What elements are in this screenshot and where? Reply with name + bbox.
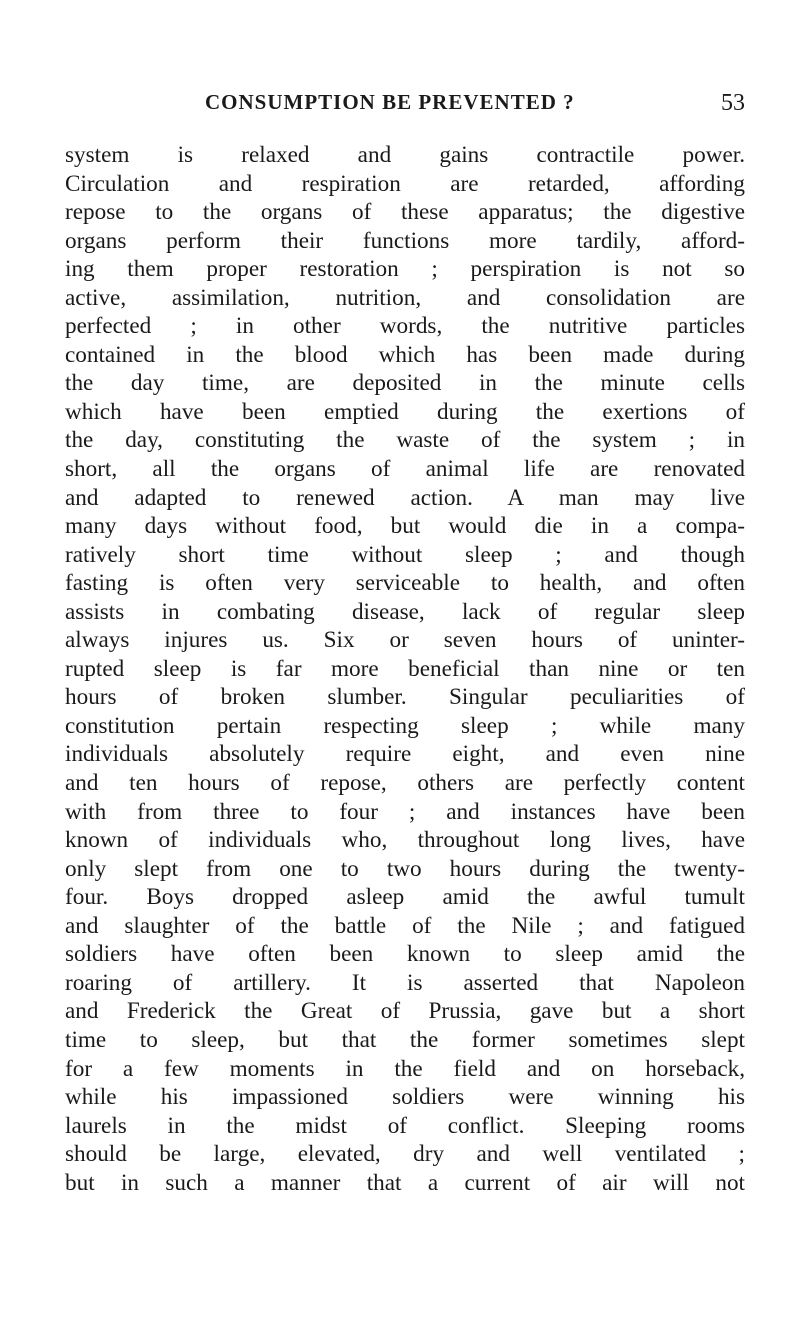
text-line: four. Boys dropped asleep amid the awful tumult — [65, 884, 745, 911]
text-line: and Frederick the Great of Prussia, gave but a short — [65, 998, 745, 1025]
text-line: perfected ; in other words, the nutritive particles — [65, 313, 745, 340]
text-line: hours of broken slumber. Singular peculiarities of — [65, 684, 745, 711]
text-line: and adapted to renewed action. A man may live — [65, 484, 745, 511]
text-line: rupted sleep is far more beneficial than nine or ten — [65, 655, 745, 682]
text-line: should be large, elevated, dry and well ventilated ; — [65, 1141, 745, 1168]
text-line: short, all the organs of animal life are renovated — [65, 456, 745, 483]
text-line: while his impassioned soldiers were winning his — [65, 1084, 745, 1111]
running-head — [65, 90, 745, 120]
text-line: soldiers have often been known to sleep amid the — [65, 941, 745, 968]
text-line: many days without food, but would die in a compa- — [65, 513, 745, 540]
text-line: only slept from one to two hours during the twenty- — [65, 855, 745, 882]
text-line: but in such a manner that a current of air will not — [65, 1169, 745, 1196]
text-line: and slaughter of the battle of the Nile ; and fatigued — [65, 912, 745, 939]
text-line: Circulation and respiration are retarded, affording — [65, 170, 745, 197]
text-line: organs perform their functions more tardily, afford- — [65, 227, 745, 254]
text-line: which have been emptied during the exertions of — [65, 398, 745, 425]
text-line: roaring of artillery. It is asserted that Napoleon — [65, 969, 745, 996]
text-line: the day time, are deposited in the minute cells — [65, 370, 745, 397]
text-line: assists in combating disease, lack of regular sleep — [65, 598, 745, 625]
page-number: 53 — [721, 90, 745, 116]
text-line: always injures us. Six or seven hours of uninter- — [65, 627, 745, 654]
text-line: ing them proper restoration ; perspiration is not so — [65, 256, 745, 283]
text-line: the day, constituting the waste of the system ; in — [65, 427, 745, 454]
text-line: for a few moments in the field and on horseback, — [65, 1055, 745, 1082]
text-line: constitution pertain respecting sleep ; while many — [65, 712, 745, 739]
text-line: active, assimilation, nutrition, and consolidation are — [65, 284, 745, 311]
text-line: time to sleep, but that the former sometimes slept — [65, 1026, 745, 1053]
text-line: laurels in the midst of conflict. Sleeping rooms — [65, 1112, 745, 1139]
text-line: ratively short time without sleep ; and though — [65, 541, 745, 568]
text-line: system is relaxed and gains contractile power. — [65, 142, 745, 168]
text-line: individuals absolutely require eight, and even nine — [65, 741, 745, 768]
text-line: repose to the organs of these apparatus; the digestive — [65, 199, 745, 226]
text-line: and ten hours of repose, others are perfectly content — [65, 770, 745, 797]
text-line: fasting is often very serviceable to health, and often — [65, 570, 745, 597]
text-line: contained in the blood which has been made during — [65, 341, 745, 368]
text-line: with from three to four ; and instances have been — [65, 798, 745, 825]
text-line: known of individuals who, throughout long lives, have — [65, 827, 745, 854]
body-text — [65, 141, 745, 1197]
running-title: CONSUMPTION BE PREVENTED ? — [205, 90, 575, 114]
